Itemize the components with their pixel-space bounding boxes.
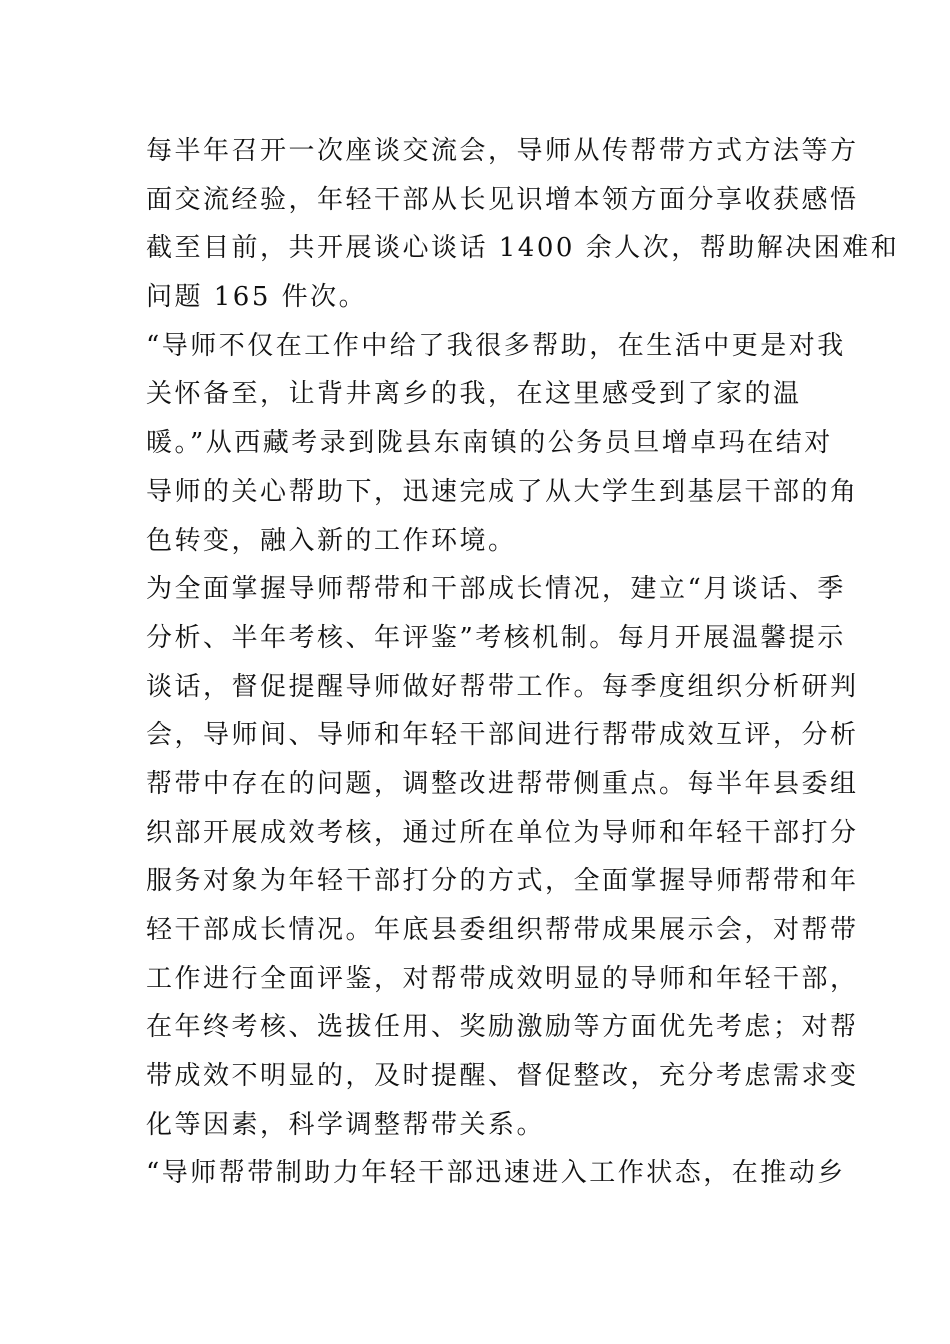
text-line-12: 谈话，督促提醒导师做好帮带工作。每季度组织分析研判: [146, 671, 859, 702]
text-line-16: 服务对象为年轻干部打分的方式，全面掌握导师帮带和年: [146, 866, 859, 897]
text-line-6: 关怀备至，让背井离乡的我，在这里感受到了家的温: [146, 379, 802, 410]
text-line-11: 分析、半年考核、年评鉴”考核机制。每月开展温馨提示: [146, 622, 846, 653]
text-line-1: 每半年召开一次座谈交流会，导师从传帮带方式方法等方: [146, 136, 859, 166]
text-line-19: 在年终考核、选拔任用、奖励激励等方面优先考虑；对帮: [146, 1012, 859, 1043]
text-line-18: 工作进行全面评鉴，对帮带成效明显的导师和年轻干部，: [146, 963, 859, 994]
text-line-15: 织部开展成效考核，通过所在单位为导师和年轻干部打分: [146, 817, 859, 848]
text-line-21: 化等因素，科学调整帮带关系。: [146, 1109, 546, 1140]
text-line-2: 面交流经验，年轻干部从长见识增本领方面分享收获感悟: [146, 184, 859, 215]
body-text: [146, 127, 900, 1198]
text-line-3: 截至目前，共开展谈心谈话 1400 余人次，帮助解决困难和: [146, 233, 900, 264]
text-line-14: 帮带中存在的问题，调整改进帮带侧重点。每半年县委组: [146, 768, 859, 799]
text-line-13: 会，导师间、导师和年轻干部间进行帮带成效互评，分析: [146, 720, 859, 751]
text-line-10: 为全面掌握导师帮带和干部成长情况，建立“月谈话、季: [146, 574, 846, 605]
text-line-9: 色转变，融入新的工作环境。: [146, 525, 517, 556]
text-line-4: 问题 165 件次。: [146, 282, 368, 313]
text-line-17: 轻干部成长情况。年底县委组织帮带成果展示会，对帮带: [146, 915, 859, 945]
text-line-22: “导师帮带制助力年轻干部迅速进入工作状态，在推动乡: [146, 1158, 846, 1189]
text-line-5: “导师不仅在工作中给了我很多帮助，在生活中更是对我: [146, 330, 846, 361]
text-line-20: 带成效不明显的，及时提醒、督促整改，充分考虑需求变: [146, 1061, 859, 1092]
text-line-8: 导师的关心帮助下，迅速完成了从大学生到基层干部的角: [146, 476, 859, 507]
text-line-7: 暖。”从西藏考录到陇县东南镇的公务员旦增卓玛在结对: [146, 428, 833, 459]
